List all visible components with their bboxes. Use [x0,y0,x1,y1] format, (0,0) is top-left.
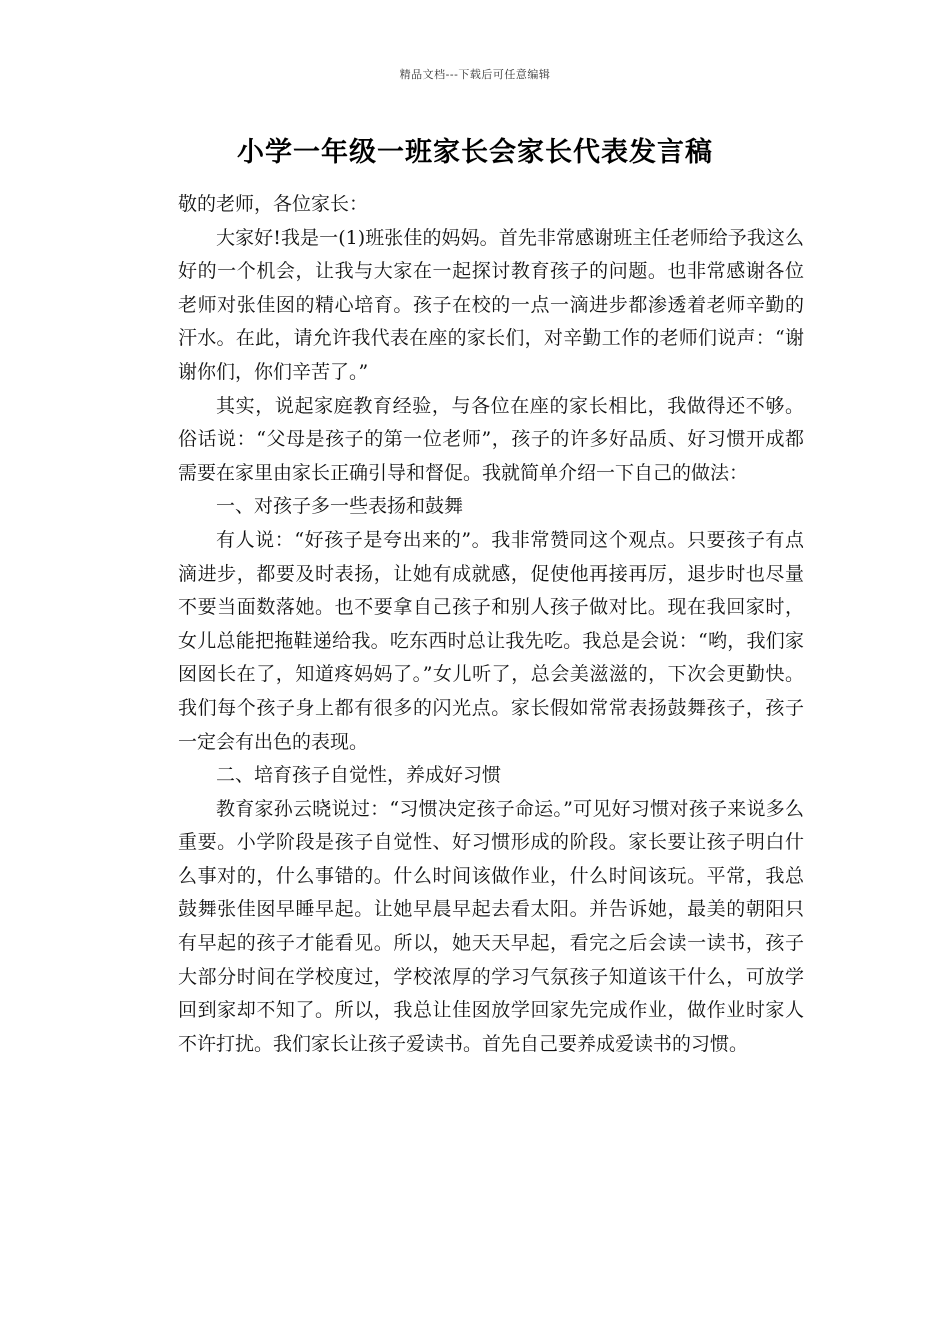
paragraph-intro: 其实，说起家庭教育经验，与各位在座的家长相比，我做得还不够。俗话说：“父母是孩子的第一位老师”，孩子的许多好品质、好习惯开成都需要在家里由家长正确引导和督促。我就简单介绍一下自己的做法： [178,394,804,484]
paragraph-habits: 教育家孙云晓说过：“习惯决定孩子命运。”可见好习惯对孩子来说多么重要。小学阶段是孩子自觉性、好习惯形成的阶段。家长要让孩子明白什么事对的，什么事错的。什么时间该做作业，什么时间该玩。平常，我总鼓舞张佳囡早睡早起。让她早晨早起去看太阳。并告诉她，最美的朝阳只有早起的孩子才能看见。所以，她天天早起，看完之后会读一读书，孩子大部分时间在学校度过，学校浓厚的学习气氛孩子知道该干什么，可放学回到家却不知了。所以，我总让佳囡放学回家先完成作业，做作业时家人不许打扰。我们家长让孩子爱读书。首先自己要养成爱读书的习惯。 [178,797,804,1055]
document-body [178,188,804,1061]
section-heading-praise: 一、对孩子多一些表扬和鼓舞 [216,495,464,518]
section-heading-habits: 二、培育孩子自觉性，养成好习惯 [216,764,502,787]
header-note: 精品文档---下载后可任意编辑 [399,68,551,81]
document-title: 小学一年级一班家长会家长代表发言稿 [237,137,713,168]
salutation: 敬的老师，各位家长： [178,193,369,215]
paragraph-greeting: 大家好!我是一(1)班张佳的妈妈。首先非常感谢班主任老师给予我这么好的一个机会，让我与大家在一起探讨教育孩子的问题。也非常感谢各位老师对张佳囡的精心培育。孩子在校的一点一滴进步都渗透着老师辛勤的汗水。在此，请允许我代表在座的家长们，对辛勤工作的老师们说声：“谢谢你们，你们辛苦了。” [178,226,804,383]
paragraph-praise: 有人说：“好孩子是夸出来的”。我非常赞同这个观点。只要孩子有点滴进步，都要及时表扬，让她有成就感，促使他再接再厉，退步时也尽量不要当面数落她。也不要拿自己孩子和别人孩子做对比。现在我回家时，女儿总能把拖鞋递给我。吃东西时总让我先吃。我总是会说：“哟，我们家囡囡长在了，知道疼妈妈了。”女儿听了，总会美滋滋的，下次会更勤快。我们每个孩子身上都有很多的闪光点。家长假如常常表扬鼓舞孩子，孩子一定会有出色的表现。 [178,528,804,753]
